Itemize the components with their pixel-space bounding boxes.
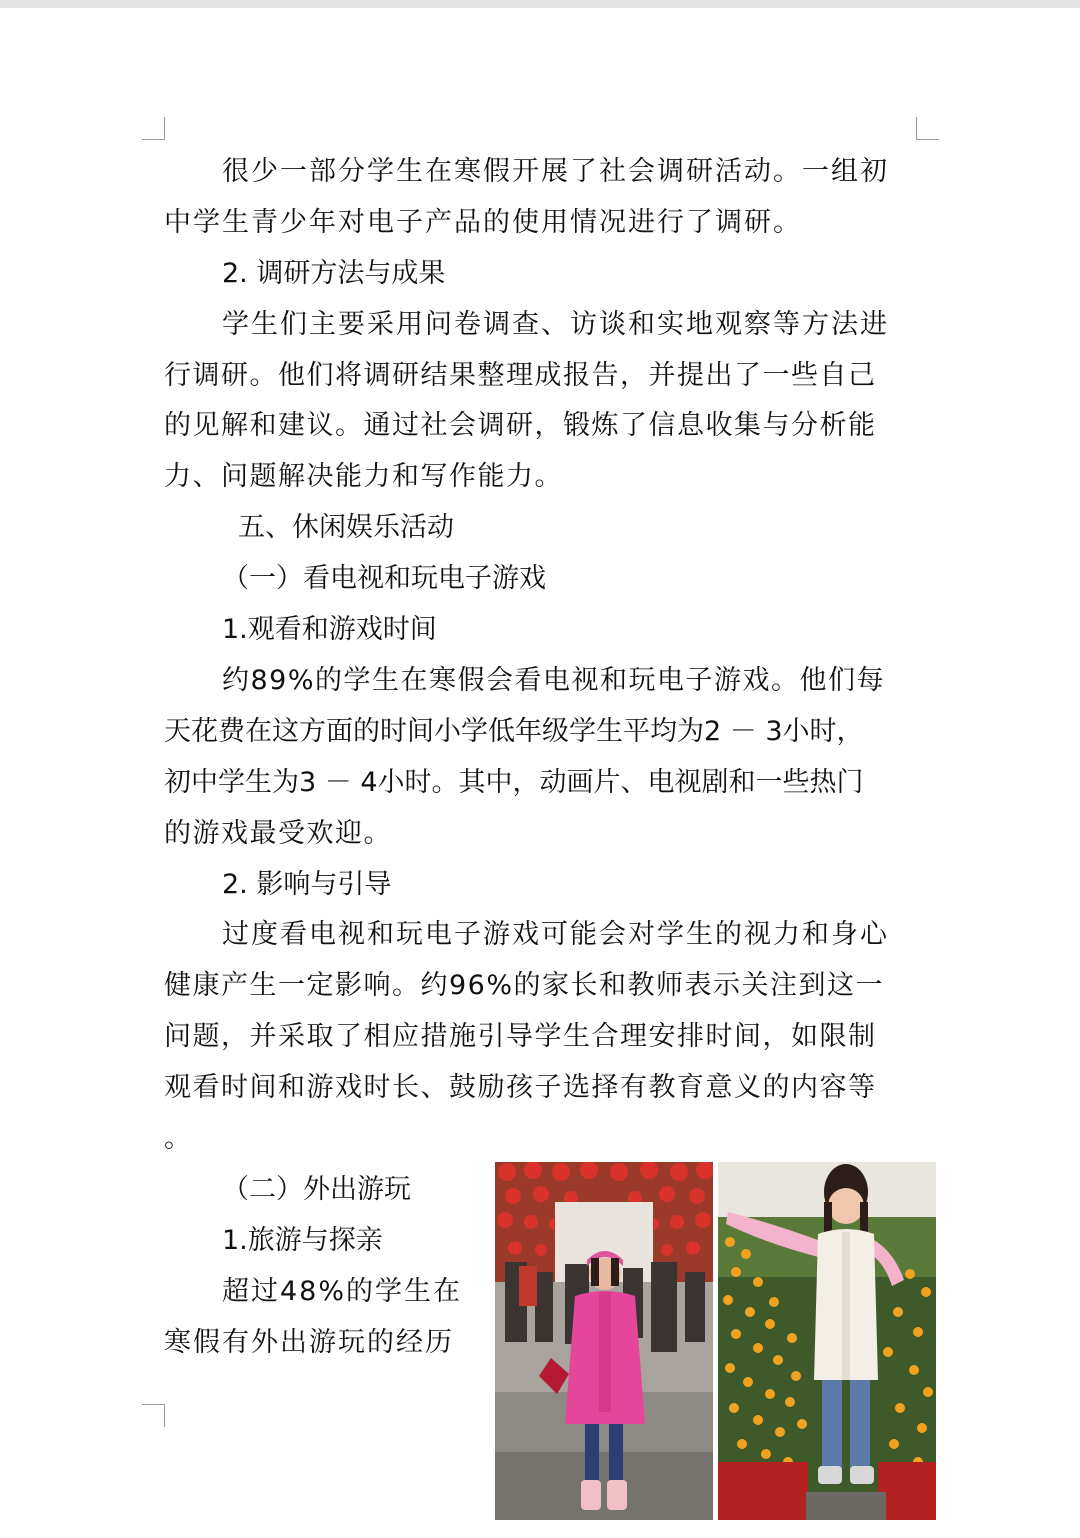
photo-collage xyxy=(495,1162,936,1520)
photo-lantern-street xyxy=(495,1162,713,1520)
photo-lantern-street-image xyxy=(495,1162,713,1520)
section-heading: 五、休闲娱乐活动 xyxy=(238,512,454,543)
paragraph-line: 。 xyxy=(164,1123,191,1154)
paragraph-line: 天花费在这方面的时间小学低年级学生平均为2 － 3小时， xyxy=(164,716,864,747)
section-heading: 2. 影响与引导 xyxy=(222,869,392,900)
paragraph-line: 的游戏最受欢迎。 xyxy=(164,818,392,849)
paragraph-line: 过度看电视和玩电子游戏可能会对学生的视力和身心 xyxy=(222,919,889,950)
section-heading: （一）看电视和玩电子游戏 xyxy=(222,563,546,594)
document-page xyxy=(0,8,1080,1538)
margin-corner-mark xyxy=(142,1404,165,1427)
paragraph-line: 行调研。他们将调研结果整理成报告，并提出了一些自己 xyxy=(164,360,877,391)
photo-orange-trees-image xyxy=(718,1162,936,1520)
paragraph-line: 问题，并采取了相应措施引导学生合理安排时间，如限制 xyxy=(164,1021,877,1052)
paragraph-line: 超过48%的学生在 xyxy=(222,1276,463,1307)
paragraph-line: 初中学生为3 － 4小时。其中，动画片、电视剧和一些热门 xyxy=(164,767,864,798)
section-heading: 1.旅游与探亲 xyxy=(222,1225,383,1256)
paragraph-line: 寒假有外出游玩的经历 xyxy=(164,1327,454,1358)
section-heading: 2. 调研方法与成果 xyxy=(222,258,446,289)
paragraph-line: 健康产生一定影响。约96%的家长和教师表示关注到这一 xyxy=(164,970,885,1001)
margin-corner-mark xyxy=(142,117,165,140)
paragraph-line: 学生们主要采用问卷调查、访谈和实地观察等方法进 xyxy=(222,309,889,340)
section-heading: （二）外出游玩 xyxy=(222,1174,411,1205)
paragraph-line: 观看时间和游戏时长、鼓励孩子选择有教育意义的内容等 xyxy=(164,1072,877,1103)
paragraph-line: 很少一部分学生在寒假开展了社会调研活动。一组初 xyxy=(222,156,889,187)
paragraph-line: 力、问题解决能力和写作能力。 xyxy=(164,461,563,492)
section-heading: 1.观看和游戏时间 xyxy=(222,614,437,645)
photo-orange-trees xyxy=(718,1162,936,1520)
paragraph-line: 约89%的学生在寒假会看电视和玩电子游戏。他们每 xyxy=(222,665,886,696)
margin-corner-mark xyxy=(916,117,939,140)
paragraph-line: 中学生青少年对电子产品的使用情况进行了调研。 xyxy=(164,207,802,238)
paragraph-line: 的见解和建议。通过社会调研，锻炼了信息收集与分析能 xyxy=(164,410,877,441)
